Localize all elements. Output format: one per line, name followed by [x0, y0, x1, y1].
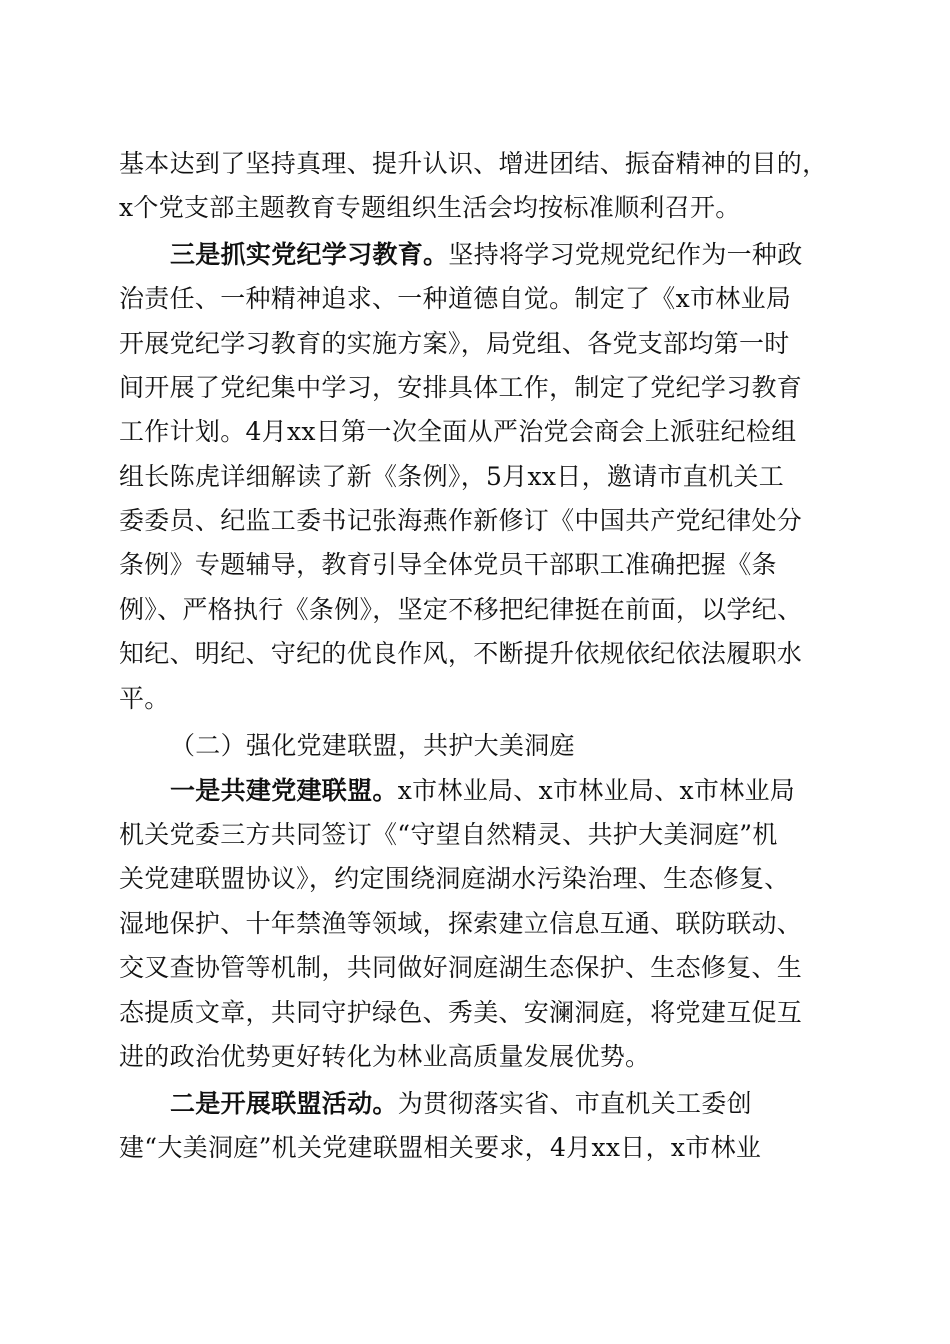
paragraph-4-bold-lead: 二是开展联盟活动。 [170, 1089, 398, 1118]
paragraph-4-line-1 [170, 1082, 840, 1126]
paragraph-2-line-4: 间开展了党纪集中学习，安排具体工作，制定了党纪学习教育 [119, 373, 803, 402]
paragraph-2-line-10: 知纪、明纪、守纪的优良作风，不断提升依规依纪依法履职水 [119, 639, 803, 668]
section-heading: （二）强化党建联盟，共护大美洞庭 [170, 731, 575, 760]
paragraph-3-bold-lead: 一是共建党建联盟。 [170, 776, 398, 805]
paragraph-2-line-7: 委委员、纪监工委书记张海燕作新修订《中国共产党纪律处分 [119, 506, 803, 535]
paragraph-1-line-1: 基本达到了坚持真理、提升认识、增进团结、振奋精神的目的， [119, 149, 828, 178]
paragraph-1-line-2: x个党支部主题教育专题组织生活会均按标准顺利召开。 [119, 193, 741, 222]
paragraph-2-bold-lead: 三是抓实党纪学习教育。 [170, 240, 449, 269]
paragraph-2-line-1 [170, 233, 840, 277]
paragraph-4-line-1-text: 为贯彻落实省、市直机关工委创 [397, 1089, 752, 1118]
paragraph-3-line-3: 关党建联盟协议》，约定围绕洞庭湖水污染治理、生态修复、 [119, 864, 790, 893]
paragraph-3-line-1-text: x市林业局、x市林业局、x市林业局 [397, 776, 796, 805]
paragraph-3-line-2: 机关党委三方共同签订《“守望自然精灵、共护大美洞庭”机 [119, 820, 778, 849]
paragraph-2-line-11: 平。 [119, 684, 170, 713]
paragraph-2-line-9: 例》、严格执行《条例》，坚定不移把纪律挺在前面，以学纪、 [119, 595, 803, 624]
paragraph-3-line-5: 交叉查协管等机制，共同做好洞庭湖生态保护、生态修复、生 [119, 953, 803, 982]
paragraph-2-line-3: 开展党纪学习教育的实施方案》，局党组、各党支部均第一时 [119, 329, 790, 358]
paragraph-3-line-1 [170, 769, 840, 813]
paragraph-3-line-7: 进的政治优势更好转化为林业高质量发展优势。 [119, 1042, 651, 1071]
paragraph-2-line-6: 组长陈虎详细解读了新《条例》，5月xx日，邀请市直机关工 [119, 462, 785, 491]
paragraph-2-line-1-text: 坚持将学习党规党纪作为一种政 [448, 240, 803, 269]
paragraph-2-line-8: 条例》专题辅导，教育引导全体党员干部职工准确把握《条 [119, 550, 777, 579]
paragraph-3-line-6: 态提质文章，共同守护绿色、秀美、安澜洞庭，将党建互促互 [119, 998, 803, 1027]
paragraph-3-line-4: 湿地保护、十年禁渔等领域，探索建立信息互通、联防联动、 [119, 909, 803, 938]
paragraph-2-line-5: 工作计划。4月xx日第一次全面从严治党会商会上派驻纪检组 [119, 417, 797, 446]
paragraph-2-line-2: 治责任、一种精神追求、一种道德自觉。制定了《x市林业局 [119, 284, 792, 313]
paragraph-4-line-2: 建“大美洞庭”机关党建联盟相关要求，4月xx日，x市林业 [119, 1133, 762, 1162]
